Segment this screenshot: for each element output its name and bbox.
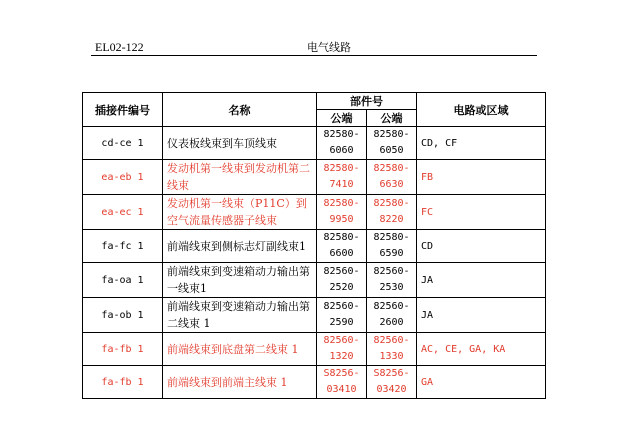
harness-name: 发动机第一线束到发动机第二线束 — [163, 160, 317, 195]
header-part-no: 部件号 — [317, 93, 417, 110]
female-part-no: 82580-6590 — [367, 230, 417, 263]
connector-code: fa-fb 1 — [83, 333, 163, 366]
connector-code: ea-ec 1 — [83, 195, 163, 230]
harness-name: 前端线束到底盘第二线束 1 — [163, 333, 317, 366]
male-part-no: 82560-2590 — [317, 298, 367, 333]
circuit-area: AC, CE, GA, KA — [417, 333, 546, 366]
male-part-no: 82580-7410 — [317, 160, 367, 195]
female-part-no: 82580-6630 — [367, 160, 417, 195]
circuit-area: FB — [417, 160, 546, 195]
circuit-area: CD — [417, 230, 546, 263]
male-part-no: 82560-2520 — [317, 263, 367, 298]
header-male: 公端 — [317, 110, 367, 127]
connector-table — [82, 92, 546, 399]
harness-name: 前端线束到变速箱动力输出第一线束1 — [163, 263, 317, 298]
female-part-no: S8256-03420 — [367, 366, 417, 399]
harness-name: 前端线束到变速箱动力输出第二线束 1 — [163, 298, 317, 333]
connector-code: fa-fb 1 — [83, 366, 163, 399]
table-row — [83, 127, 546, 160]
document-code: EL02-122 — [95, 40, 144, 54]
male-part-no: 82580-9950 — [317, 195, 367, 230]
harness-name: 前端线束到侧标志灯副线束1 — [163, 230, 317, 263]
page-title: 电气线路 — [307, 41, 351, 54]
harness-name: 前端线束到前端主线束 1 — [163, 366, 317, 399]
circuit-area: JA — [417, 263, 546, 298]
connector-code: fa-ob 1 — [83, 298, 163, 333]
circuit-area: GA — [417, 366, 546, 399]
connector-code: ea-eb 1 — [83, 160, 163, 195]
circuit-area: JA — [417, 298, 546, 333]
table-row — [83, 333, 546, 366]
female-part-no: 82560-1330 — [367, 333, 417, 366]
circuit-area: CD, CF — [417, 127, 546, 160]
header-name: 名称 — [163, 93, 317, 127]
female-part-no: 82580-6050 — [367, 127, 417, 160]
table-row — [83, 195, 546, 230]
connector-code: fa-fc 1 — [83, 230, 163, 263]
male-part-no: 82580-6060 — [317, 127, 367, 160]
male-part-no: 82580-6600 — [317, 230, 367, 263]
harness-name: 仪表板线束到车顶线束 — [163, 127, 317, 160]
female-part-no: 82560-2600 — [367, 298, 417, 333]
circuit-area: FC — [417, 195, 546, 230]
table-row — [83, 263, 546, 298]
male-part-no: 82560-1320 — [317, 333, 367, 366]
male-part-no: S8256-03410 — [317, 366, 367, 399]
header-female: 公端 — [367, 110, 417, 127]
harness-name: 发动机第一线束（P11C）到空气流量传感器子线束 — [163, 195, 317, 230]
header-connector: 插接件编号 — [83, 93, 163, 127]
table-row — [83, 298, 546, 333]
page-header — [91, 38, 537, 56]
female-part-no: 82560-2530 — [367, 263, 417, 298]
header-area: 电路或区域 — [417, 93, 546, 127]
connector-code: fa-oa 1 — [83, 263, 163, 298]
connector-code: cd-ce 1 — [83, 127, 163, 160]
female-part-no: 82580-8220 — [367, 195, 417, 230]
table-row — [83, 230, 546, 263]
table-row — [83, 366, 546, 399]
table-row — [83, 160, 546, 195]
